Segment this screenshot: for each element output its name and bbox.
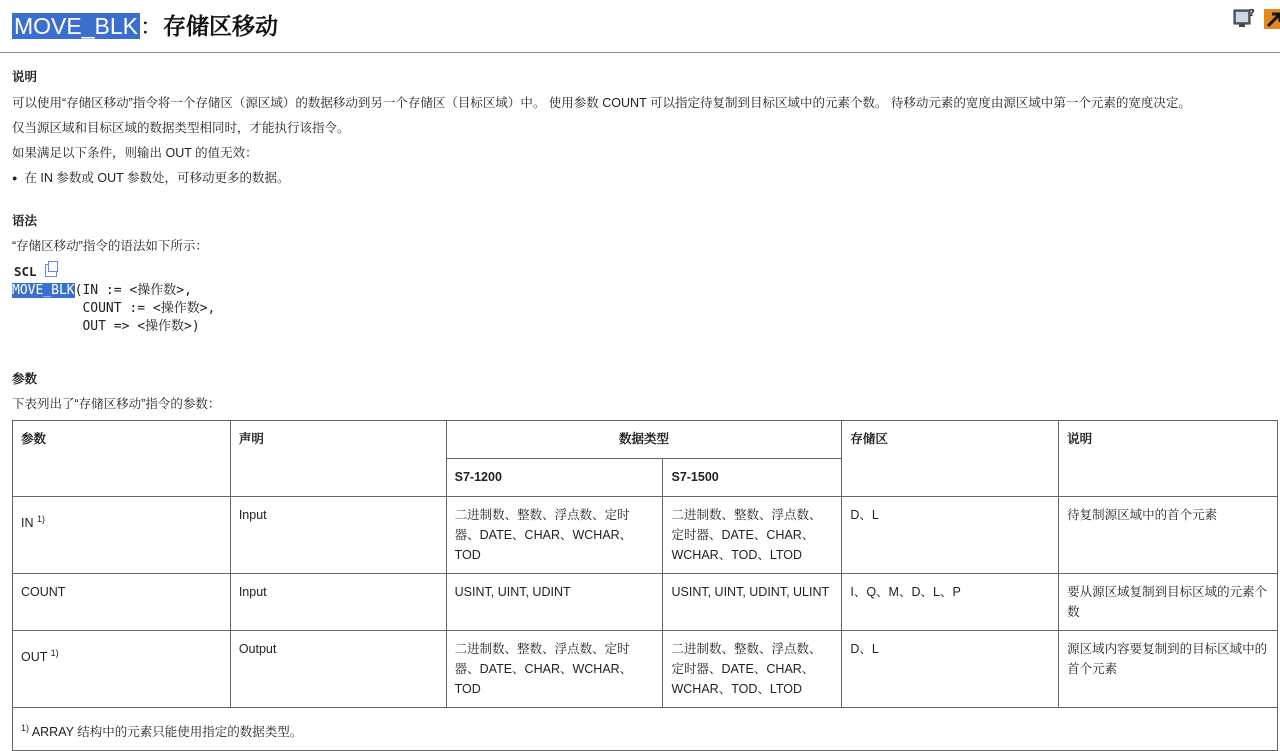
cell-param <box>13 574 231 631</box>
footnote-text: ARRAY 结构中的元素只能使用指定的数据类型。 <box>31 725 303 740</box>
code-line-1 <box>12 282 192 300</box>
code-line-1-args: (IN := <操作数>, <box>74 283 192 298</box>
description-para-3: 如果满足以下条件，则输出 OUT 的值无效： <box>12 146 258 160</box>
table-footnote-row <box>13 708 1278 751</box>
cell-s7-1200: USINT, UINT, UDINT <box>446 574 663 631</box>
description-para-1: 可以使用“存储区移动”指令将一个存储区（源区域）的数据移动到另一个存储区（目标区域）中。 使用参数 COUNT 可以指定待复制到目标区域中的元素个数。 待移动元素的宽度由源区域中第一个元素的宽度决定。 <box>12 96 1191 110</box>
copy-code-icon[interactable] <box>45 264 57 277</box>
header-datatype: 数据类型 <box>446 421 842 459</box>
title-bar <box>0 0 1280 53</box>
param-footnote-marker: 1) <box>50 648 59 658</box>
syntax-heading: 语法 <box>12 214 38 228</box>
description-para-2: 仅当源区域和目标区域的数据类型相同时，才能执行该指令。 <box>12 121 350 135</box>
cell-area: D、L <box>842 631 1059 708</box>
table-row <box>13 631 1278 708</box>
param-name: IN <box>21 516 34 531</box>
title-text: 存储区移动 <box>163 13 278 39</box>
header-param: 参数 <box>13 421 231 497</box>
cell-s7-1200: 二进制数、整数、浮点数、定时器、DATE、CHAR、WCHAR、TOD <box>446 497 663 574</box>
table-header-row <box>13 421 1278 459</box>
code-line-3: OUT => <操作数>) <box>12 319 200 334</box>
code-line-2: COUNT := <操作数>, <box>12 301 216 316</box>
cell-desc: 要从源区域复制到目标区域的元素个数 <box>1059 574 1278 631</box>
page-title <box>12 10 278 42</box>
header-decl: 声明 <box>230 421 446 497</box>
description-bullet: ● 在 IN 参数或 OUT 参数处，可移动更多的数据。 <box>12 168 290 186</box>
params-intro: 下表列出了“存储区移动”指令的参数： <box>12 397 221 411</box>
description-heading: 说明 <box>12 70 38 84</box>
header-s7-1500: S7-1500 <box>663 459 842 497</box>
cell-area: I、Q、M、D、L、P <box>842 574 1059 631</box>
table-row <box>13 574 1278 631</box>
cell-desc: 待复制源区域中的首个元素 <box>1059 497 1278 574</box>
params-table <box>12 420 1278 751</box>
cell-area: D、L <box>842 497 1059 574</box>
code-function-name: MOVE_BLK <box>12 283 75 298</box>
code-language <box>14 263 57 279</box>
help-monitor-icon[interactable] <box>1232 6 1258 32</box>
table-row <box>13 497 1278 574</box>
title-code: MOVE_BLK <box>14 13 138 39</box>
cell-decl: Input <box>230 574 446 631</box>
params-heading: 参数 <box>12 372 38 386</box>
svg-text:?: ? <box>1249 8 1255 19</box>
table-footnote <box>13 708 1278 751</box>
param-footnote-marker: 1) <box>36 514 45 524</box>
cell-param <box>13 631 231 708</box>
cell-desc: 源区域内容要复制到的目标区域中的首个元素 <box>1059 631 1278 708</box>
cell-s7-1500: 二进制数、整数、浮点数、定时器、DATE、CHAR、WCHAR、TOD、LTOD <box>663 631 842 708</box>
syntax-intro: “存储区移动”指令的语法如下所示： <box>12 239 208 253</box>
header-area: 存储区 <box>842 421 1059 497</box>
header-desc: 说明 <box>1059 421 1278 497</box>
param-name: COUNT <box>21 585 66 599</box>
cell-s7-1500: USINT, UINT, UDINT, ULINT <box>663 574 842 631</box>
cell-decl: Output <box>230 631 446 708</box>
external-link-icon[interactable] <box>1260 6 1280 32</box>
cell-param <box>13 497 231 574</box>
cell-decl: Input <box>230 497 446 574</box>
code-language-label: SCL <box>14 264 37 279</box>
param-name: OUT <box>21 650 48 665</box>
cell-s7-1200: 二进制数、整数、浮点数、定时器、DATE、CHAR、WCHAR、TOD <box>446 631 663 708</box>
footnote-marker: 1) <box>21 723 30 733</box>
header-s7-1200: S7-1200 <box>446 459 663 497</box>
title-separator: ： <box>140 13 163 39</box>
cell-s7-1500: 二进制数、整数、浮点数、定时器、DATE、CHAR、WCHAR、TOD、LTOD <box>663 497 842 574</box>
